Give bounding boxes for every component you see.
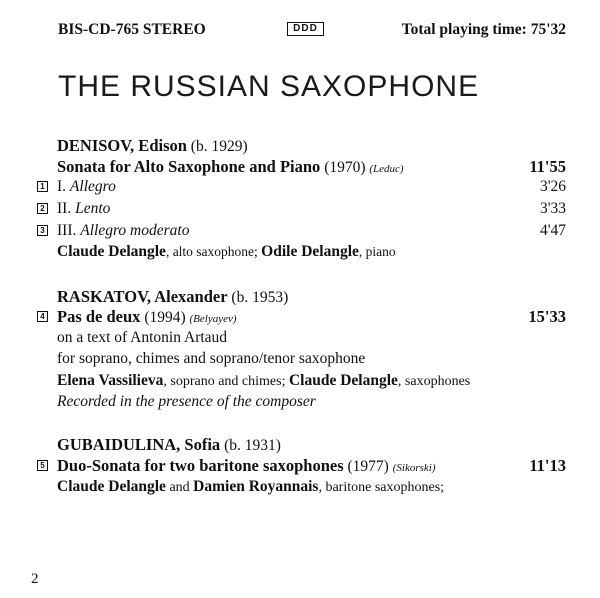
recording-note: Recorded in the presence of the composer bbox=[57, 393, 316, 410]
track-number: 2 bbox=[37, 203, 48, 214]
composer-dates: (b. 1931) bbox=[224, 437, 281, 454]
movement-name: Allegro bbox=[69, 178, 116, 195]
work-year: (1970) bbox=[324, 159, 366, 176]
raskatov-work-line bbox=[57, 307, 237, 327]
movement-number: II. bbox=[57, 200, 72, 217]
performer-joiner: and bbox=[165, 480, 194, 495]
work-publisher: (Leduc) bbox=[369, 163, 404, 175]
total-playing-time: Total playing time: 75'32 bbox=[401, 21, 566, 38]
performer-name: Odile Delangle bbox=[261, 243, 359, 260]
raskatov-composer-line bbox=[57, 287, 288, 307]
denisov-performers bbox=[57, 243, 396, 261]
movement-line bbox=[57, 178, 116, 196]
track-number: 4 bbox=[37, 311, 48, 322]
work-title: Duo-Sonata for two baritone saxophones bbox=[57, 456, 344, 475]
track-number: 3 bbox=[37, 225, 48, 236]
composer-dates: (b. 1929) bbox=[190, 138, 248, 155]
movement-number: I. bbox=[57, 178, 67, 195]
gubaidulina-work-line bbox=[57, 456, 435, 476]
performer-role: , soprano and chimes; bbox=[163, 374, 289, 389]
track-number: 5 bbox=[37, 460, 48, 471]
work-duration: 11'55 bbox=[529, 157, 566, 176]
work-description: on a text of Antonin Artaud bbox=[57, 329, 228, 346]
work-title: Sonata for Alto Saxophone and Piano bbox=[57, 157, 321, 176]
composer-name: RASKATOV, Alexander bbox=[57, 287, 228, 306]
work-duration: 15'33 bbox=[528, 307, 566, 326]
work-title: Pas de deux bbox=[57, 307, 141, 326]
movement-name: Lento bbox=[75, 200, 111, 217]
raskatov-performers bbox=[57, 372, 470, 390]
album-title: THE RUSSIAN SAXOPHONE bbox=[58, 70, 480, 103]
performer-name: Claude Delangle bbox=[57, 478, 166, 495]
ddd-badge: DDD bbox=[287, 22, 324, 36]
gubaidulina-performers bbox=[57, 478, 444, 496]
performer-name: Claude Delangle bbox=[57, 243, 166, 260]
page-number: 2 bbox=[31, 571, 39, 587]
catalog-number: BIS-CD-765 STEREO bbox=[58, 21, 206, 38]
performer-role: , piano bbox=[358, 244, 396, 259]
movement-line bbox=[57, 222, 189, 240]
performer-name: Elena Vassilieva bbox=[57, 372, 164, 389]
denisov-work-line bbox=[57, 157, 404, 177]
gubaidulina-composer-line bbox=[57, 435, 281, 455]
denisov-composer-line bbox=[57, 136, 248, 156]
movement-name: Allegro moderato bbox=[80, 222, 190, 239]
movement-line bbox=[57, 200, 110, 218]
composer-name: DENISOV, Edison bbox=[57, 136, 187, 155]
composer-name: GUBAIDULINA, Sofia bbox=[57, 435, 221, 454]
composer-dates: (b. 1953) bbox=[231, 289, 289, 306]
performer-role: , baritone saxophones; bbox=[318, 480, 445, 495]
track-number: 1 bbox=[37, 181, 48, 192]
work-publisher: (Belyayev) bbox=[189, 313, 237, 325]
performer-name: Damien Royannais bbox=[193, 478, 319, 495]
work-description: for soprano, chimes and soprano/tenor saxophone bbox=[57, 350, 366, 367]
work-year: (1994) bbox=[144, 309, 186, 326]
performer-role: , alto saxophone; bbox=[165, 244, 262, 259]
work-duration: 11'13 bbox=[529, 456, 566, 475]
performer-name: Claude Delangle bbox=[288, 372, 398, 389]
movement-number: III. bbox=[57, 222, 77, 239]
movement-duration: 4'47 bbox=[539, 222, 566, 239]
work-year: (1977) bbox=[347, 458, 389, 475]
performer-role: , saxophones bbox=[397, 374, 471, 389]
movement-duration: 3'26 bbox=[539, 178, 566, 195]
movement-duration: 3'33 bbox=[539, 200, 566, 217]
work-publisher: (Sikorski) bbox=[392, 462, 436, 474]
